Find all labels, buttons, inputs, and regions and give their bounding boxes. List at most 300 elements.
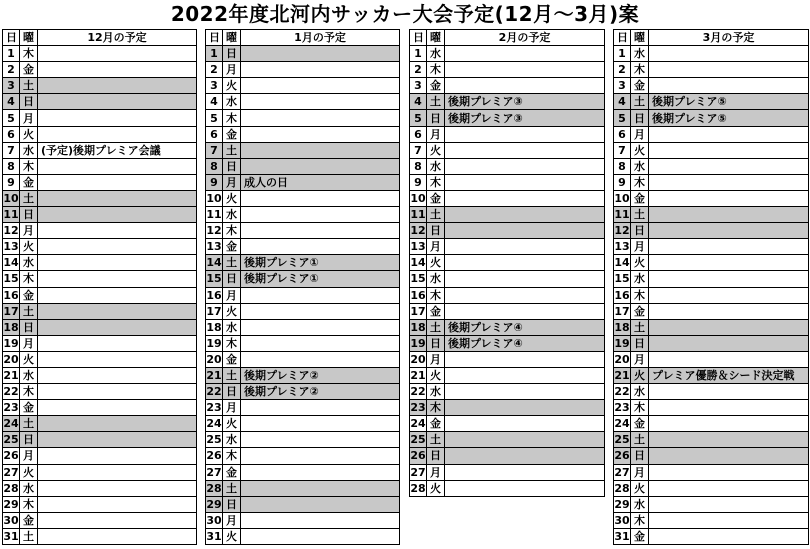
day-cell: 14 [3,256,19,270]
weekday-cell: 日 [223,384,241,400]
weekday-cell: 水 [631,384,649,400]
table-row [410,110,605,126]
table-row [206,416,400,432]
day-cell: 20 [410,352,426,366]
event-cell: 成人の日 [241,174,400,190]
weekday-cell: 水 [20,367,38,383]
weekday-cell: 月 [223,512,241,528]
table-row [206,400,400,416]
weekday-cell: 木 [631,512,649,528]
table-row [3,110,197,126]
day-cell: 19 [206,336,222,350]
day-cell: 16 [410,288,426,302]
day-cell: 10 [410,191,426,205]
table-row [206,496,400,512]
weekday-cell: 日 [631,110,649,126]
event-cell [649,480,809,496]
event-cell [241,319,400,335]
table-row [206,464,400,480]
table-row [614,335,809,351]
table-row [3,271,197,287]
event-cell [649,432,809,448]
day-cell: 28 [614,481,630,495]
table-row [206,351,400,367]
weekday-cell: 日 [631,448,649,464]
table-row [3,367,197,383]
table-row [410,46,605,62]
event-cell [649,528,809,544]
day-cell: 16 [206,288,222,302]
weekday-cell: 日 [20,432,38,448]
weekday-cell: 木 [631,174,649,190]
table-row [614,62,809,78]
table-row [3,416,197,432]
event-cell [445,255,605,271]
weekday-cell: 土 [20,303,38,319]
weekday-cell: 日 [20,94,38,110]
weekday-cell: 月 [631,351,649,367]
day-cell: 31 [614,529,630,543]
day-cell: 26 [410,449,426,463]
day-cell: 15 [614,272,630,286]
weekday-cell: 土 [427,94,445,110]
weekday-cell: 日 [427,448,445,464]
event-cell [445,480,605,496]
table-row [614,319,809,335]
weekday-cell: 木 [20,384,38,400]
weekday-cell: 土 [223,255,241,271]
weekday-cell: 火 [223,78,241,94]
event-cell [38,62,197,78]
table-row [206,158,400,174]
table-row [3,432,197,448]
day-cell: 25 [3,433,19,447]
table-row [206,78,400,94]
day-cell: 30 [614,513,630,527]
day-cell: 8 [3,158,20,174]
event-cell: 後期プレミア④ [445,319,605,335]
weekday-cell: 日 [223,158,241,174]
table-row [3,158,197,174]
event-cell [241,62,400,78]
event-cell [38,271,197,287]
day-cell: 7 [614,142,631,158]
day-cell: 3 [3,78,20,94]
weekday-cell: 金 [631,416,649,432]
day-cell: 24 [614,417,630,431]
event-cell [38,464,197,480]
table-row [410,94,605,110]
day-cell: 28 [3,481,19,495]
weekday-cell: 金 [20,62,38,78]
table-row [206,367,400,383]
weekday-cell: 木 [20,271,38,287]
table-row [614,400,809,416]
day-cell: 24 [410,417,426,431]
event-cell [38,94,197,110]
weekday-cell: 月 [427,464,445,480]
weekday-cell: 日 [427,110,445,126]
day-cell: 23 [614,401,630,415]
day-cell: 1 [614,46,631,62]
day-cell: 19 [3,336,19,350]
event-cell [38,512,197,528]
table-row [3,94,197,110]
day-cell: 21 [3,369,19,383]
event-cell [241,335,400,351]
day-cell: 12 [410,224,426,238]
weekday-cell: 火 [631,255,649,271]
day-cell: 1 [410,46,427,62]
event-cell [38,158,197,174]
day-cell: 27 [614,465,630,479]
weekday-header: 曜 [631,30,649,46]
table-row [3,126,197,142]
event-cell [241,448,400,464]
event-cell [241,78,400,94]
day-cell: 11 [206,208,222,222]
weekday-cell: 水 [427,384,445,400]
weekday-cell: 金 [631,528,649,544]
table-row [206,512,400,528]
event-cell [38,448,197,464]
weekday-cell: 火 [223,303,241,319]
event-cell [649,351,809,367]
event-cell [241,351,400,367]
table-row [206,432,400,448]
weekday-cell: 月 [20,110,38,126]
day-cell: 23 [206,401,222,415]
event-cell [241,432,400,448]
weekday-cell: 火 [427,367,445,383]
weekday-cell: 土 [631,207,649,223]
event-cell [241,416,400,432]
day-cell: 21 [614,369,630,383]
table-row [614,158,809,174]
table-row [410,239,605,255]
table-row [206,207,400,223]
day-cell: 15 [3,272,19,286]
weekday-cell: 木 [223,335,241,351]
day-cell: 18 [410,320,426,334]
weekday-cell: 金 [631,78,649,94]
weekday-cell: 火 [223,190,241,206]
table-row [614,94,809,110]
day-cell: 18 [3,320,19,334]
weekday-cell: 月 [223,287,241,303]
table-row [206,528,400,544]
table-row [206,319,400,335]
table-row [614,287,809,303]
table-row [3,335,197,351]
weekday-cell: 水 [631,496,649,512]
day-cell: 5 [410,110,427,126]
day-cell: 2 [206,62,223,78]
event-cell: 後期プレミア① [241,255,400,271]
day-cell: 31 [206,529,222,543]
table-row [614,351,809,367]
day-cell: 14 [614,256,630,270]
weekday-cell: 木 [20,158,38,174]
month-heading: 1月の予定 [241,30,400,46]
event-cell [445,62,605,78]
event-cell [445,207,605,223]
event-cell [649,126,809,142]
table-row [206,271,400,287]
weekday-cell: 月 [20,223,38,239]
table-row [3,303,197,319]
weekday-cell: 月 [427,126,445,142]
weekday-cell: 月 [631,464,649,480]
day-cell: 18 [206,320,222,334]
day-cell: 20 [206,352,222,366]
day-cell: 14 [206,256,222,270]
day-cell: 20 [3,352,19,366]
weekday-cell: 水 [631,271,649,287]
day-cell: 15 [206,272,222,286]
event-cell [445,384,605,400]
day-cell: 13 [3,240,19,254]
table-row [206,335,400,351]
weekday-cell: 木 [223,448,241,464]
day-cell: 26 [206,449,222,463]
day-cell: 8 [410,158,427,174]
day-cell: 25 [614,433,630,447]
day-cell: 16 [614,288,630,302]
table-row [410,432,605,448]
table-row [3,46,197,62]
table-row [410,142,605,158]
table-row [3,512,197,528]
day-cell: 17 [614,304,630,318]
weekday-cell: 金 [427,190,445,206]
event-cell [38,367,197,383]
weekday-cell: 金 [223,126,241,142]
table-row [614,190,809,206]
table-row [614,110,809,126]
event-cell [445,46,605,62]
day-cell: 6 [410,126,427,142]
event-cell [445,158,605,174]
day-header: 日 [614,30,631,46]
day-cell: 27 [206,465,222,479]
day-cell: 10 [206,191,222,205]
table-row [614,239,809,255]
table-row [206,174,400,190]
event-cell: 後期プレミア③ [445,94,605,110]
weekday-cell: 木 [427,62,445,78]
weekday-cell: 金 [631,303,649,319]
event-cell [38,46,197,62]
day-cell: 30 [206,513,222,527]
weekday-cell: 水 [223,319,241,335]
weekday-cell: 水 [20,142,38,158]
event-cell: (予定)後期プレミア会議 [38,142,197,158]
month-heading: 2月の予定 [445,30,605,46]
weekday-header: 曜 [20,30,38,46]
event-cell [38,303,197,319]
table-row [3,528,197,544]
table-row [614,528,809,544]
table-row [614,46,809,62]
weekday-cell: 日 [427,223,445,239]
event-cell [649,400,809,416]
weekday-cell: 木 [427,174,445,190]
table-row [3,319,197,335]
table-row [206,142,400,158]
table-row [410,335,605,351]
weekday-cell: 土 [223,480,241,496]
event-cell [241,223,400,239]
table-row [206,303,400,319]
day-cell: 6 [3,126,20,142]
table-row [410,367,605,383]
day-cell: 5 [614,110,631,126]
event-cell [649,384,809,400]
day-cell: 28 [206,481,222,495]
table-row [614,207,809,223]
weekday-cell: 月 [631,239,649,255]
event-cell [649,46,809,62]
day-cell: 10 [614,191,630,205]
table-row [410,384,605,400]
table-row [206,110,400,126]
day-cell: 10 [3,191,19,205]
weekday-cell: 火 [427,142,445,158]
weekday-cell: 水 [427,271,445,287]
event-cell: 後期プレミア⑤ [649,94,809,110]
day-cell: 26 [614,449,630,463]
weekday-cell: 火 [20,464,38,480]
day-cell: 4 [614,94,631,110]
weekday-cell: 土 [631,432,649,448]
weekday-cell: 水 [223,207,241,223]
table-row [614,464,809,480]
day-cell: 4 [3,94,20,110]
weekday-cell: 土 [20,416,38,432]
event-cell [241,496,400,512]
weekday-header: 曜 [427,30,445,46]
weekday-cell: 金 [631,190,649,206]
table-row [614,223,809,239]
weekday-cell: 木 [20,46,38,62]
table-row [614,271,809,287]
day-cell: 24 [3,417,19,431]
day-cell: 12 [614,224,630,238]
weekday-cell: 木 [427,287,445,303]
event-cell [649,464,809,480]
day-cell: 11 [3,208,19,222]
table-row [3,62,197,78]
day-cell: 7 [3,142,20,158]
table-row [206,62,400,78]
day-cell: 21 [206,369,222,383]
event-cell [445,239,605,255]
day-cell: 14 [410,256,426,270]
day-cell: 15 [410,272,426,286]
weekday-cell: 土 [20,528,38,544]
table-row [614,367,809,383]
day-cell: 18 [614,320,630,334]
table-row [614,384,809,400]
weekday-cell: 土 [223,142,241,158]
weekday-cell: 木 [631,287,649,303]
event-cell [241,190,400,206]
table-row [410,174,605,190]
event-cell [445,142,605,158]
weekday-cell: 火 [631,367,649,383]
day-cell: 27 [3,465,19,479]
month-heading: 3月の予定 [649,30,809,46]
weekday-cell: 日 [223,496,241,512]
event-cell [38,207,197,223]
day-cell: 23 [3,401,19,415]
table-row [410,400,605,416]
event-cell [445,126,605,142]
event-cell [649,223,809,239]
event-cell [649,448,809,464]
event-cell [649,255,809,271]
day-cell: 3 [206,78,223,94]
weekday-cell: 水 [223,432,241,448]
day-header: 日 [410,30,427,46]
table-row [3,464,197,480]
day-cell: 28 [410,481,426,495]
event-cell [38,239,197,255]
table-row [410,223,605,239]
event-cell: 後期プレミア③ [445,110,605,126]
weekday-cell: 木 [223,110,241,126]
weekday-cell: 土 [20,78,38,94]
day-cell: 13 [410,240,426,254]
day-cell: 19 [410,336,426,350]
table-row [410,78,605,94]
day-cell: 3 [410,78,427,94]
table-row [206,190,400,206]
table-row [410,126,605,142]
event-cell [38,384,197,400]
day-cell: 12 [206,224,222,238]
weekday-cell: 月 [427,239,445,255]
weekday-cell: 金 [427,303,445,319]
day-cell: 2 [3,62,20,78]
weekday-cell: 金 [20,287,38,303]
weekday-cell: 水 [427,158,445,174]
table-row [3,174,197,190]
day-cell: 4 [206,94,223,110]
table-row [410,287,605,303]
day-cell: 3 [614,78,631,94]
day-cell: 9 [614,174,631,190]
day-cell: 1 [206,46,223,62]
day-cell: 9 [206,174,223,190]
calendar-february [409,29,605,497]
event-cell [38,400,197,416]
event-cell [649,239,809,255]
day-cell: 17 [3,304,19,318]
weekday-cell: 月 [223,62,241,78]
event-cell [445,448,605,464]
weekday-cell: 金 [427,416,445,432]
day-cell: 8 [206,158,223,174]
table-row [410,416,605,432]
day-cell: 7 [410,142,427,158]
event-cell: 後期プレミア⑤ [649,110,809,126]
table-row [614,480,809,496]
weekday-cell: 木 [20,496,38,512]
day-cell: 29 [614,497,630,511]
table-row [3,239,197,255]
